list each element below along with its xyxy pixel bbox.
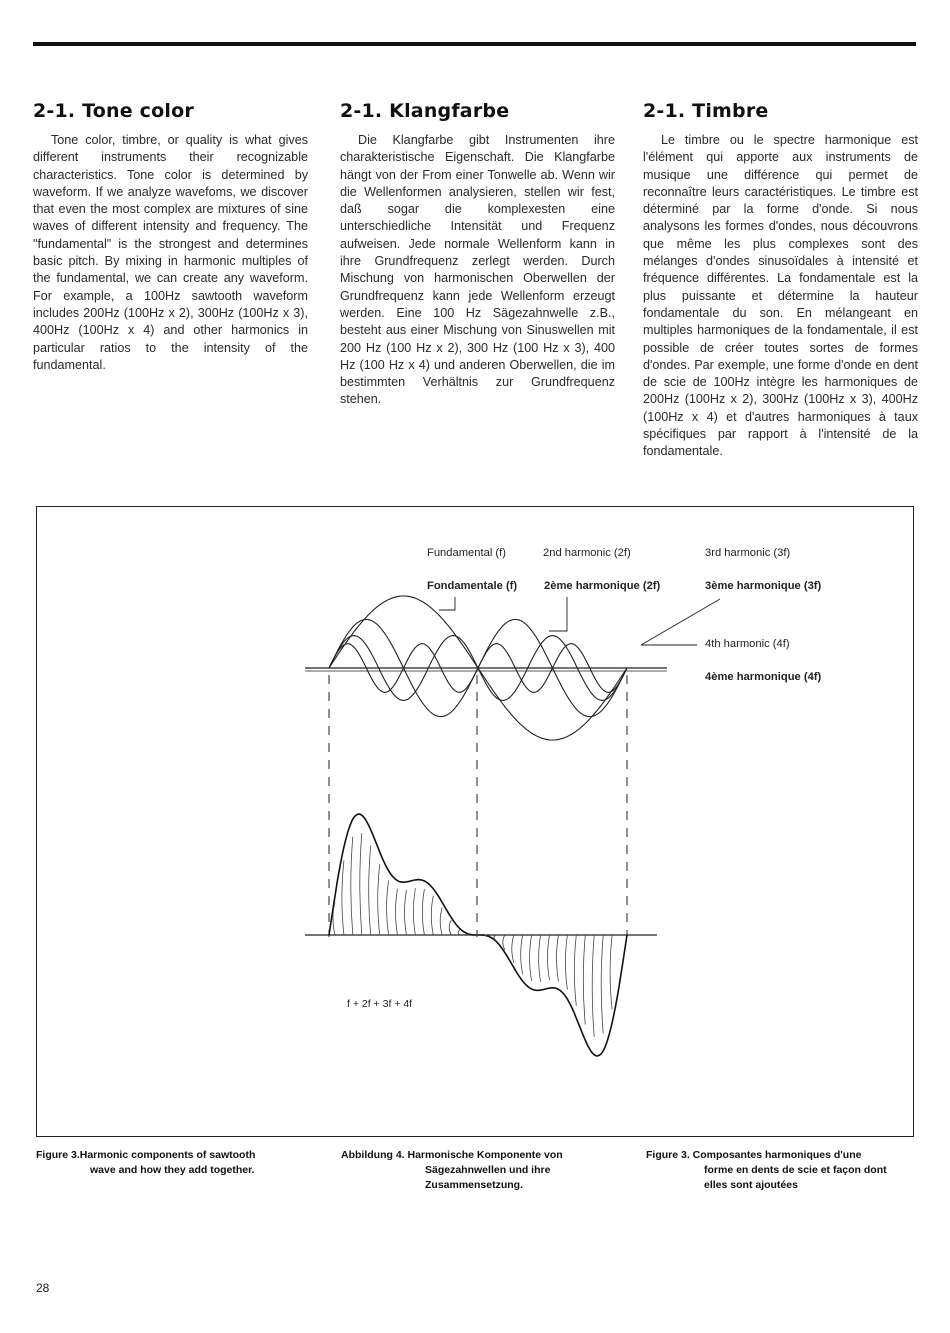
sum-hatch-stroke <box>369 846 371 936</box>
top-rule <box>33 42 916 46</box>
caption-de-line-2: Sägezahnwellen und ihre <box>425 1164 551 1176</box>
sum-hatch-stroke <box>557 935 559 981</box>
caption-fr-line-1: Figure 3. Composantes harmoniques d'une <box>646 1149 862 1161</box>
sum-hatch-stroke <box>378 864 380 935</box>
body-text-german: Die Klangfarbe gibt Instrumenten ihre charakteristische Eigenschaft. Die Klangfarbe hängt von der From einer Tonwelle ab. Wenn wir die Wellenformen analysieren, stellen wir fest, daß sogar die komplexesten eine unterschiedliche Intensität und Frequenz aufweisen. Jede normale Wellenform kann in ihre Grundfrequenz zerlegt werden. Durch Mischung von harmonischen Oberwellen der Grundfrequenz kann jede Wellenform erzeugt werden. Eine 100 Hz Sägezahnwelle z.B., besteht aus einer Mischung von Sinuswellen mit 200 Hz (100 Hz x 2), 300 Hz (100 Hz x 3), 400 Hz (100 Hz x 4) und anderen Oberwellen, die im bestimmten Verhältnis zur Grundfrequenz stehen. <box>340 133 615 407</box>
sum-hatch-stroke <box>431 896 433 935</box>
label-fourth-harmonic-en: 4th harmonic (4f) <box>705 638 790 650</box>
sum-hatch-stroke <box>485 935 487 936</box>
label-fundamental-en: Fundamental (f) <box>427 547 506 559</box>
sum-hatch-stroke <box>610 935 612 1010</box>
label-third-harmonic-fr: 3ème harmonique (3f) <box>705 580 822 592</box>
column-english <box>33 100 308 374</box>
sum-hatch-stroke <box>413 888 415 935</box>
sum-hatch-stroke <box>583 935 585 1025</box>
sum-hatch-stroke <box>396 889 398 935</box>
caption-en-line-2: wave and how they add together. <box>90 1164 255 1176</box>
sum-hatch-stroke <box>539 935 541 982</box>
caption-english <box>36 1148 326 1178</box>
sum-hatch-stroke <box>565 935 567 990</box>
caption-fr-line-2: forme en dents de scie et façon dont <box>704 1164 887 1176</box>
sum-hatch-stroke <box>351 837 353 935</box>
figure-box <box>36 506 914 1137</box>
caption-de-line-1: Abbildung 4. Harmonische Komponente von <box>341 1149 563 1161</box>
sum-hatch-stroke <box>503 935 505 950</box>
label-second-harmonic-fr: 2ème harmonique (2f) <box>544 580 661 592</box>
caption-german <box>341 1148 631 1193</box>
sum-hatch-stroke <box>467 934 469 935</box>
heading-tone-color: 2-1. Tone color <box>33 100 194 122</box>
sum-hatch-stroke <box>387 880 389 935</box>
column-german <box>340 100 615 409</box>
sum-hatch-stroke <box>521 935 523 974</box>
caption-fr-line-3: elles sont ajoutées <box>704 1179 798 1191</box>
column-french <box>643 100 918 461</box>
caption-de-line-3: Zusammensetzung. <box>425 1179 524 1191</box>
label-second-harmonic-en: 2nd harmonic (2f) <box>543 547 631 559</box>
leader-second-harmonic <box>549 597 567 631</box>
label-third-harmonic-en: 3rd harmonic (3f) <box>705 547 791 559</box>
label-fourth-harmonic-fr: 4ème harmonique (4f) <box>705 671 822 683</box>
label-sum-formula: f + 2f + 3f + 4f <box>347 998 413 1010</box>
caption-french <box>646 1148 936 1193</box>
sum-hatch-stroke <box>440 907 442 935</box>
sum-hatch-stroke <box>574 935 576 1006</box>
sum-hatch-stroke <box>530 935 532 981</box>
sum-hatch-stroke <box>342 860 344 935</box>
sum-hatch-stroke <box>422 889 424 935</box>
leader-fundamental <box>439 597 455 610</box>
sum-hatch-stroke <box>601 935 603 1033</box>
sum-hatch-stroke <box>512 935 514 963</box>
sum-hatch-stroke <box>592 935 594 1037</box>
page-number: 28 <box>36 1281 50 1295</box>
heading-timbre: 2-1. Timbre <box>643 100 769 122</box>
heading-klangfarbe: 2-1. Klangfarbe <box>340 100 510 122</box>
body-text-english: Tone color, timbre, or quality is what gives different instruments their recognizable characteristics. Tone color is determined by waveform. If we analyze wavefoms, we discover that even the most complex are mixtures of sine waves of different intensity and frequency. The "fundamental" is the strongest and determines basic pitch. By mixing in harmonic multiples of the fundamental, we can create any waveform. For example, a 100Hz sawtooth waveform includes 200Hz (100Hz x 2), 300Hz (100Hz x 3), 400Hz (100Hz x 4) and other harmonics in particular ratios to the intensity of the fundamental. <box>33 133 308 372</box>
sum-hatch-stroke <box>458 930 460 935</box>
harmonics-diagram <box>37 507 915 1138</box>
sum-hatch-stroke <box>548 935 550 980</box>
label-fundamental-fr: Fondamentale (f) <box>427 580 518 592</box>
sum-hatch-stroke <box>405 890 407 935</box>
caption-en-line-1: Figure 3.Harmonic components of sawtooth <box>36 1149 256 1161</box>
body-text-french: Le timbre ou le spectre harmonique est l'élément qui apporte aux instruments de musique une différence qui permet de reconnaître leurs caractéristiques. Le timbre est déterminé par la forme d'onde. Si nous analysons les formes d'ondes, nous découvrons que même les plus complexes sont des mélanges d'ondes sinusoïdales à intensité et fréquence différentes. La fondamentale est la plus puissante et détermine la hauteur fondamentale du son. En mélangeant en multiples harmoniques de la fondamentale, il est possible de créer toutes sortes de formes d'ondes. Par exemple, une forme d'onde en dent de scie de 100Hz intègre les harmoniques de 200Hz (100Hz x 2), 300Hz (100Hz x 3), 400Hz (100Hz x 4) et d'autres harmoniques à taux spécifiques par rapport à l'intensité de la fondamentale. <box>643 133 918 459</box>
sum-hatch-stroke <box>360 833 362 935</box>
sum-hatch-stroke <box>449 920 451 935</box>
